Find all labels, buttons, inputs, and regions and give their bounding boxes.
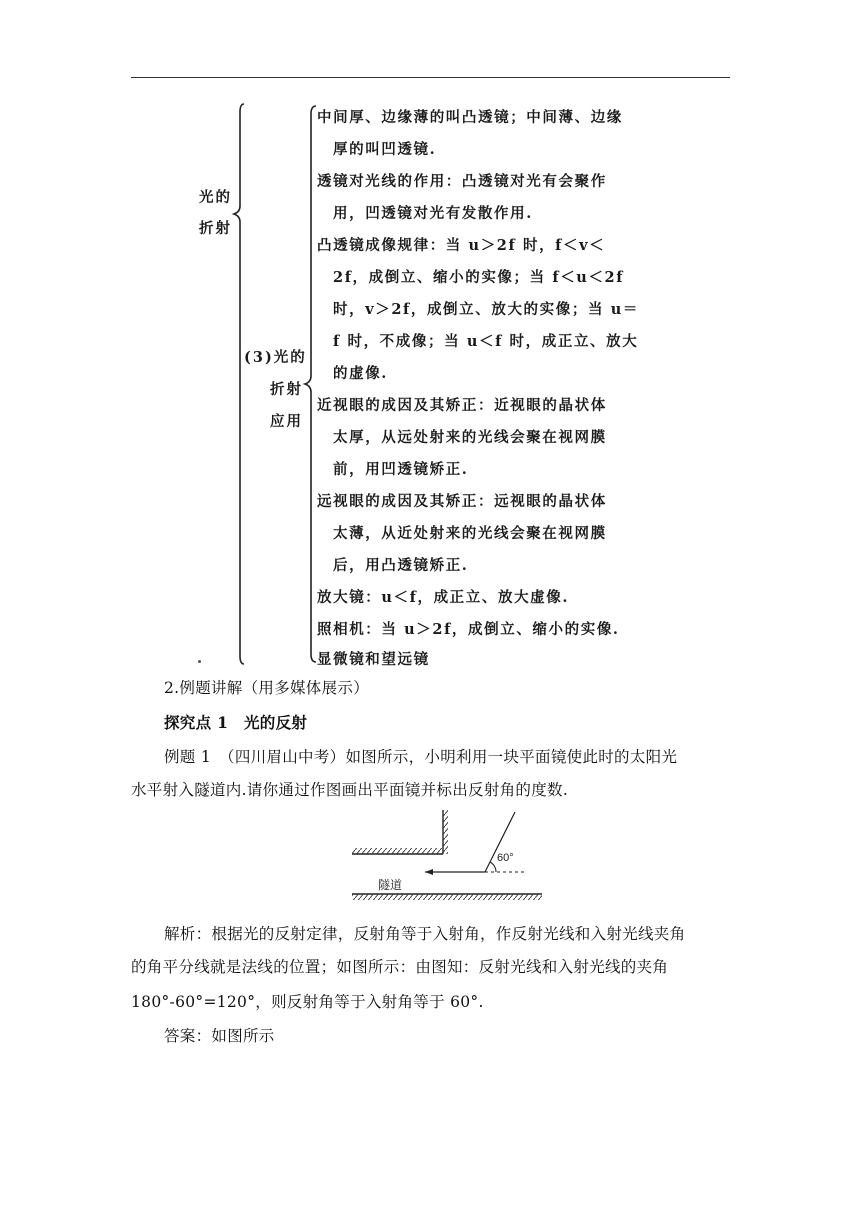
outline-line: 太厚，从远处射来的光线会聚在视网膜 xyxy=(333,429,607,446)
outline-line: 时，v＞2f，成倒立、放大的实像；当 u＝ xyxy=(333,301,639,318)
outline-line: 用，凹透镜对光有发散作用. xyxy=(333,205,533,222)
outline-line: 凸透镜成像规律：当 u＞2f 时，f＜v＜ xyxy=(317,237,606,254)
outline-line: 太薄，从近处射来的光线会聚在视网膜 xyxy=(333,525,607,542)
analysis-line-2: 的角平分线就是法线的位置；如图所示：由图知：反射光线和入射光线的夹角 xyxy=(131,958,669,976)
label-application-line3: 应用 xyxy=(270,413,303,430)
outline-line: 的虚像. xyxy=(333,365,388,382)
outline-line: 前，用凹透镜矫正. xyxy=(333,461,469,478)
label-refraction-line2: 折射 xyxy=(199,220,232,237)
label-refraction-line1: 光的 xyxy=(199,189,232,206)
section-subheading: 探究点 1 光的反射 xyxy=(164,713,308,732)
analysis-line-1: 解析：根据光的反射定律，反射角等于入射角，作反射光线和入射光线夹角 xyxy=(164,925,686,943)
outline-line: 后，用凸透镜矫正. xyxy=(333,557,469,574)
stray-dot xyxy=(198,660,201,663)
outline-line: 显微镜和望远镜 xyxy=(317,651,430,668)
outline-line: 放大镜：u＜f，成正立、放大虚像. xyxy=(317,589,570,606)
inner-brace xyxy=(305,106,316,662)
answer-line: 答案：如图所示 xyxy=(164,1027,275,1045)
reflection-figure xyxy=(340,808,550,908)
outline-line: 透镜对光线的作用：凸透镜对光有会聚作 xyxy=(317,173,607,190)
outline-line: 远视眼的成因及其矫正：远视眼的晶状体 xyxy=(317,493,607,510)
angle-label: 60° xyxy=(497,852,514,864)
outer-brace xyxy=(234,104,244,664)
outline-line: 中间厚、边缘薄的叫凸透镜；中间薄、边缘 xyxy=(317,109,623,126)
outline-line: f 时，不成像；当 u＜f 时，成正立、放大 xyxy=(333,333,639,350)
outline-line: 照相机：当 u＞2f，成倒立、缩小的实像. xyxy=(317,621,620,638)
analysis-line-3: 180°-60°=120°，则反射角等于入射角等于 60°. xyxy=(131,993,484,1011)
example-line-2: 水平射入隧道内.请你通过作图画出平面镜并标出反射角的度数. xyxy=(131,781,569,799)
section-heading: 2.例题讲解（用多媒体展示） xyxy=(164,679,369,697)
tunnel-label: 隧道 xyxy=(378,878,403,892)
example-line-1: 例题 1 （四川眉山中考）如图所示，小明利用一块平面镜使此时的太阳光 xyxy=(164,748,678,766)
outline-line: 厚的叫凹透镜. xyxy=(333,141,437,158)
label-application-line1: (3)光的 xyxy=(244,349,307,366)
label-application-line2: 折射 xyxy=(270,381,303,398)
outline-line: 2f，成倒立、缩小的实像；当 f＜u＜2f xyxy=(333,269,625,286)
outline-line: 近视眼的成因及其矫正：近视眼的晶状体 xyxy=(317,397,607,414)
